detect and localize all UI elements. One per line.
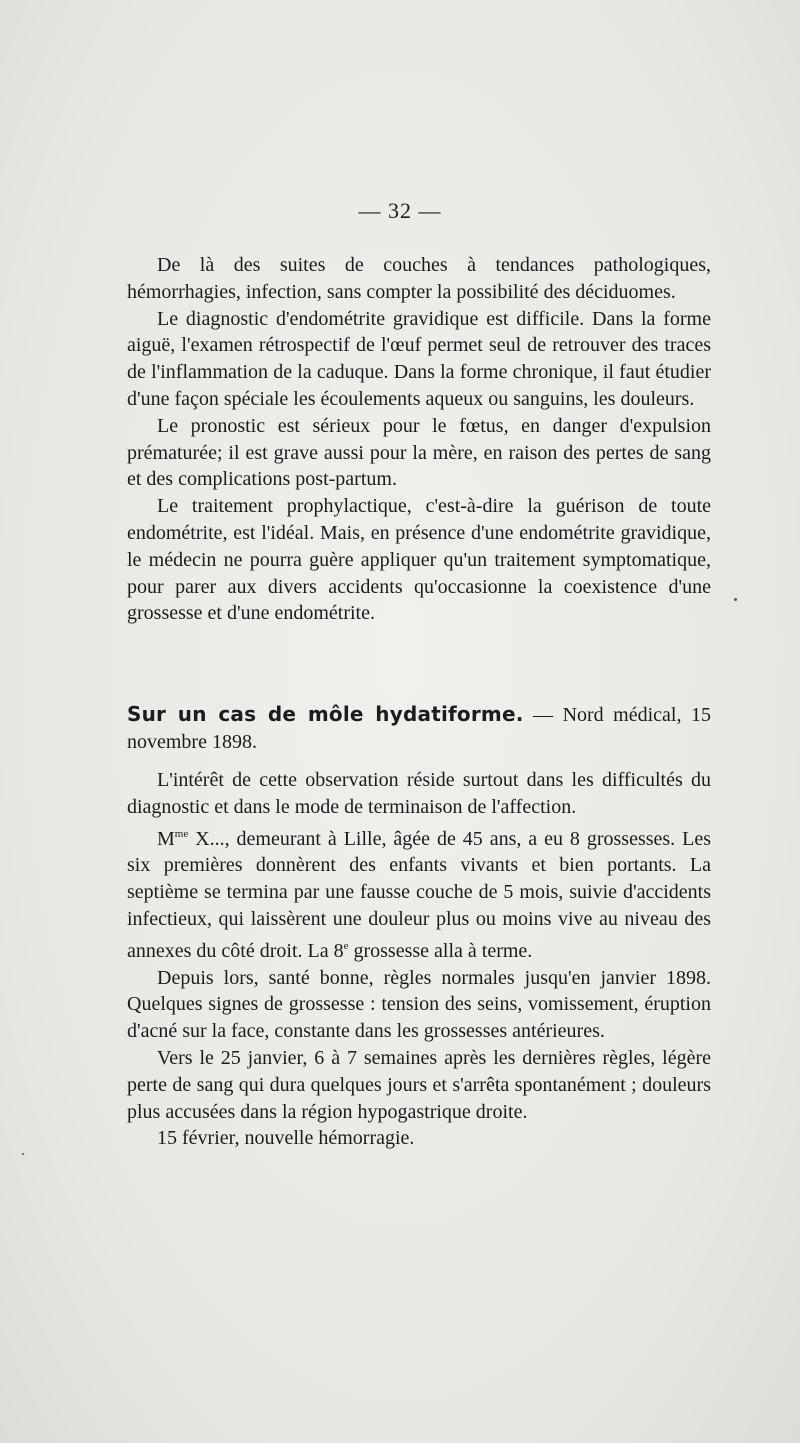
paragraph: Le traitement prophylactique, c'est-à-dire la guérison de toute endométrite, est l'idéal. Mais, en présence d'une endométrite gravidique, le médecin ne pourra guère appliquer qu'un traitement symptomatique, pour parer aux divers accidents qu'occasionne la coexistence d'une grossesse et d'une endométrite. xyxy=(127,495,711,625)
text-block-endometritis xyxy=(127,252,711,627)
paragraph: De là des suites de couches à tendances pathologiques, hémorrhagies, infection, sans compter la possibilité des déciduomes. xyxy=(127,254,711,303)
paper-speck xyxy=(734,598,737,601)
text-block-case-report xyxy=(127,767,711,1152)
paragraph: 15 février, nouvelle hémorragie. xyxy=(157,1127,415,1150)
paragraph: L'intérêt de cette observation réside surtout dans les difficultés du diagnostic et dans le mode de terminaison de l'affection. xyxy=(127,769,711,818)
abbreviation: M xyxy=(157,827,175,850)
paper-speck xyxy=(22,1153,24,1155)
paragraph: Depuis lors, santé bonne, règles normales jusqu'en janvier 1898. Quelques signes de grossesse : tension des seins, vomissement, éruption d'acné sur la face, constante dans les grossesses antérieures. xyxy=(127,966,711,1043)
paragraph: Vers le 25 janvier, 6 à 7 semaines après les dernières règles, légère perte de sang qui dura quelques jours et s'arrêta spontanément ; douleurs plus accusées dans la région hypogastrique droite. xyxy=(127,1046,711,1123)
superscript: me xyxy=(174,827,189,840)
paragraph-text: X..., demeurant à Lille, âgée de 45 ans, a eu 8 grossesses. Les six premières donnèrent des enfants vivants et bien portants. La septième se termina par une fausse couche de 5 mois, suivie d'accidents infectieux, qui laissèrent une douleur plus ou moins vive au niveau des annexes du côté droit. La 8 xyxy=(127,827,711,962)
paragraph xyxy=(127,821,711,965)
article-title: Sur un cas de môle hydatiforme. xyxy=(127,702,524,726)
article-source: — Nord médical, 15 novembre 1898. xyxy=(127,704,711,753)
page-number: — 32 — xyxy=(358,198,442,223)
paragraph: Le pronostic est sérieux pour le fœtus, en danger d'expulsion prématurée; il est grave aussi pour la mère, en raison des pertes de sang et des complications post-partum. xyxy=(127,414,711,491)
paragraph-text: grossesse alla à terme. xyxy=(348,939,533,962)
article-heading xyxy=(127,701,711,756)
superscript: e xyxy=(343,939,349,952)
paragraph: Le diagnostic d'endométrite gravidique est difficile. Dans la forme aiguë, l'examen rétrospectif de l'œuf permet seul de retrouver des traces de l'inflammation de la caduque. Dans la forme chronique, il faut étudier d'une façon spéciale les écoulements aqueux ou sanguins, les douleurs. xyxy=(127,307,711,410)
